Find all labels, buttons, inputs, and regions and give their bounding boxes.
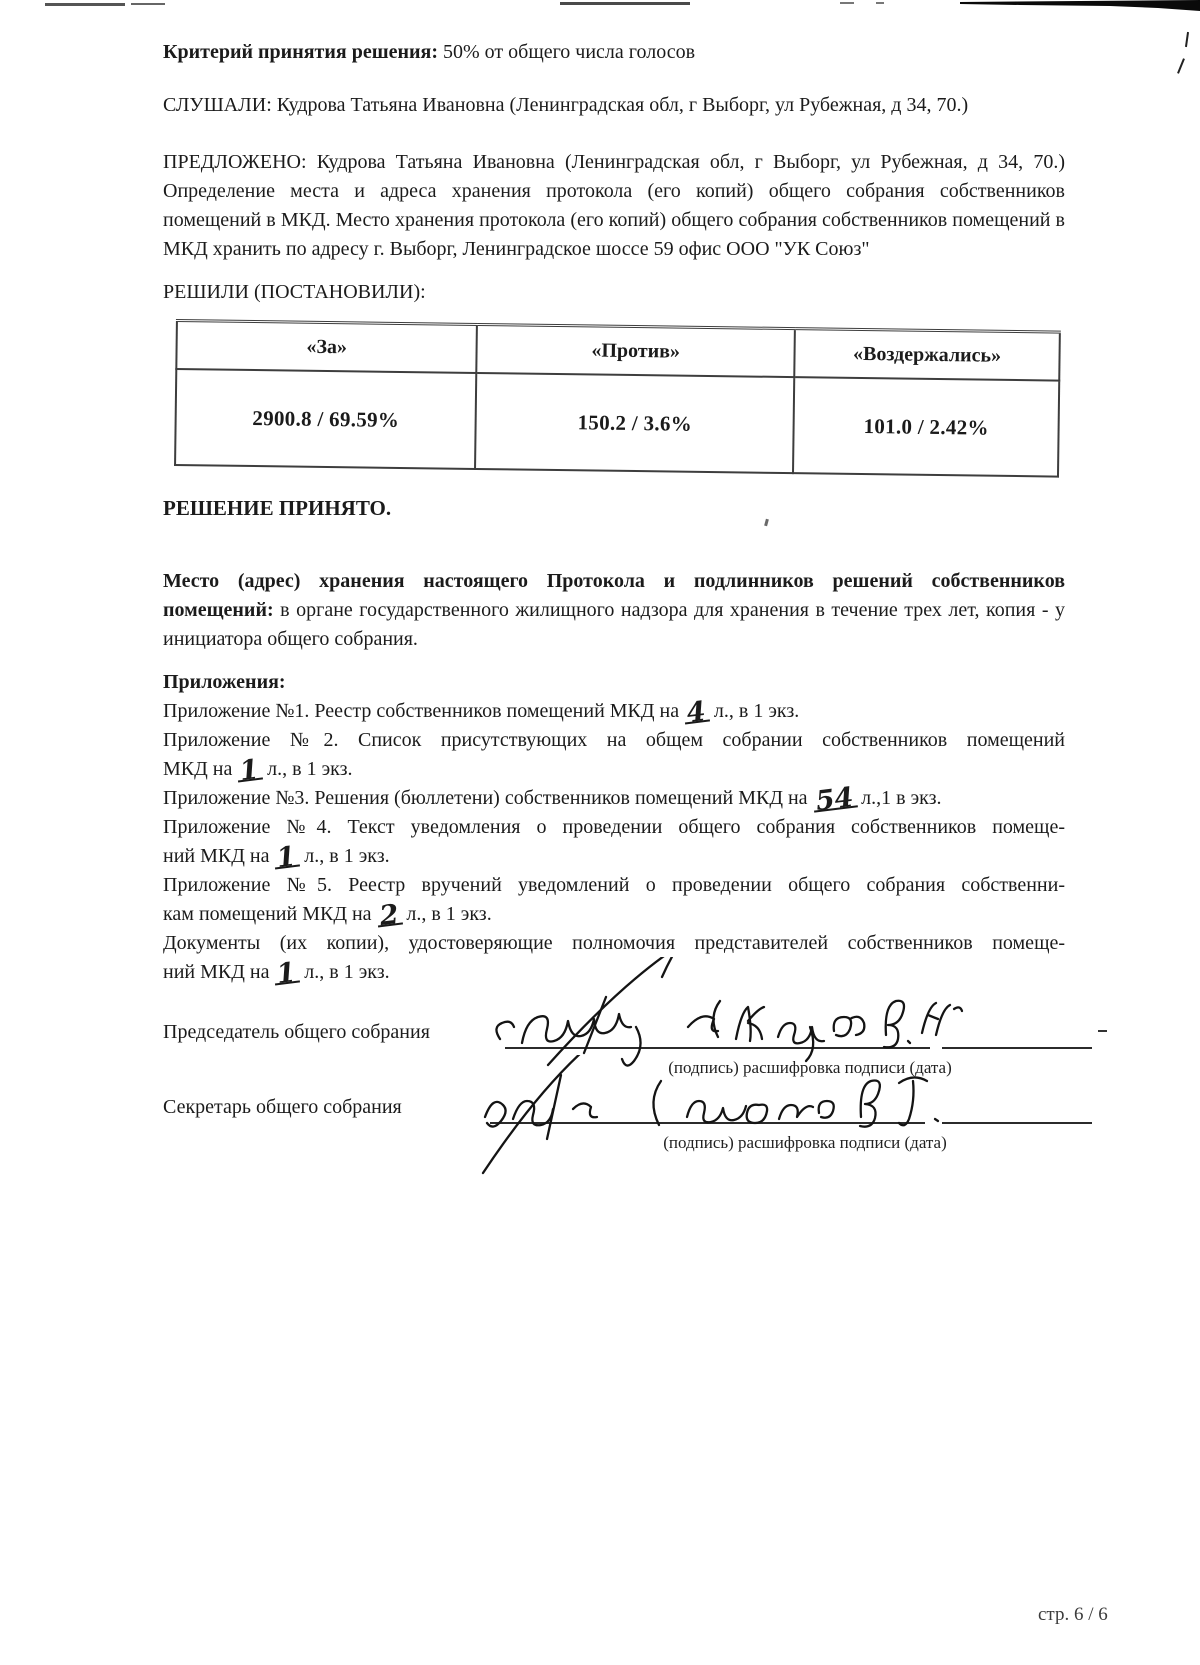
attachment-item-2 — [163, 726, 1065, 788]
criterion-label: Критерий принятия решения: — [163, 41, 438, 63]
attachment-text: кам помещений МКД на — [163, 903, 372, 925]
chairman-signature-line — [505, 1047, 930, 1049]
attachment-text: Документы (их копии), удостоверяющие полномочия представителей собственников помеще- — [163, 932, 1065, 954]
handwritten-page-count: 1 — [273, 849, 300, 870]
attachment-text: л., в 1 экз. — [713, 700, 800, 722]
vote-value-against: 150.2 / 3.6% — [475, 373, 794, 473]
handwritten-page-count: 1 — [273, 965, 300, 986]
vote-header-for: «За» — [176, 321, 477, 373]
page-number: стр. 6 / 6 — [1038, 1604, 1108, 1625]
attachment-text: МКД на — [163, 758, 233, 780]
handwritten-page-count: 4 — [683, 704, 710, 725]
vote-header-against: «Против» — [477, 324, 795, 377]
scan-shadow-wedge — [960, 0, 1200, 14]
attachment-text: ний МКД на — [163, 961, 270, 983]
secretary-role-label: Секретарь общего собрания — [163, 1096, 402, 1118]
attachment-text: ний МКД на — [163, 845, 270, 867]
vote-results-table-wrap — [174, 319, 1061, 478]
secretary-signature-caption: (подпись) расшифровка подписи (дата) — [663, 1133, 947, 1152]
signature-block — [0, 1005, 1200, 1235]
scan-artifact-dash — [560, 2, 690, 5]
scan-artifact-speck — [840, 2, 854, 4]
scan-artifact-dash — [131, 3, 165, 5]
secretary-signature-line — [490, 1122, 925, 1124]
vote-value-abstained: 101.0 / 2.42% — [793, 377, 1059, 476]
decision-criterion-line — [163, 38, 1065, 67]
chairman-signature-caption: (подпись) расшифровка подписи (дата) — [668, 1058, 952, 1077]
attachment-text: л., в 1 экз. — [406, 903, 492, 925]
attachments-heading: Приложения: — [163, 671, 286, 693]
scan-artifact-dash — [45, 3, 125, 6]
vote-value-for: 2900.8 / 69.59% — [175, 369, 476, 469]
attachment-text: Приложение №3. Решения (бюллетени) собственников помещений МКД на — [163, 787, 808, 809]
attachment-item-1 — [163, 695, 1065, 730]
chairman-role-label: Председатель общего собрания — [163, 1021, 430, 1043]
vote-table-values-row — [175, 369, 1059, 477]
scan-artifact-speck — [876, 2, 884, 4]
attachment-item-5 — [163, 871, 1065, 933]
chairman-date-line — [942, 1047, 1092, 1049]
heard-paragraph: СЛУШАЛИ: Кудрова Татьяна Ивановна (Ленинградская обл, г Выборг, ул Рубежная, д 34, 70.) — [163, 94, 969, 116]
proposed-paragraph: ПРЕДЛОЖЕНО: Кудрова Татьяна Ивановна (Ленинградская обл, г Выборг, ул Рубежная, д 34, 70.) Определение места и адреса хранения протокола (его копий) общего собрания собственников помещений в МКД. Место хранения протокола (его копий) общего собрания собственников помещений в МКД хранить по адресу г. Выборг, Ленинградское шоссе 59 офис ООО "УК Союз" — [163, 151, 1065, 260]
attachment-item-3 — [163, 781, 1065, 818]
storage-paragraph — [163, 567, 1065, 654]
vote-results-table — [174, 319, 1061, 478]
decision-result: РЕШЕНИЕ ПРИНЯТО. — [163, 496, 392, 520]
attachment-text: Приложение №1. Реестр собственников помещений МКД на — [163, 700, 680, 722]
resolved-heading: РЕШИЛИ (ПОСТАНОВИЛИ): — [163, 281, 426, 303]
vote-header-abstained: «Воздержались» — [794, 329, 1060, 381]
storage-label: Место (адрес) хранения настоящего Протокола и подлинников решений собственников помещений: — [163, 570, 1065, 621]
handwritten-page-count: 54 — [812, 789, 857, 812]
attachment-text: л.,1 в экз. — [861, 787, 942, 809]
attachment-text: Приложение №4. Текст уведомления о проведении общего собрания собственников помеще- — [163, 816, 1065, 838]
handwritten-page-count: 2 — [376, 907, 403, 928]
attachment-item-6 — [163, 929, 1065, 991]
storage-value: в органе государственного жилищного надзора для хранения в течение трех лет, копия - у инициатора общего собрания. — [163, 599, 1065, 650]
scan-artifact-tick — [1185, 32, 1189, 47]
criterion-value: 50% от общего числа голосов — [443, 41, 696, 63]
attachment-text: л., в 1 экз. — [304, 961, 390, 983]
attachment-text: Приложение №2. Список присутствующих на общем собрании собственников помещений — [163, 729, 1065, 751]
attachment-text: Приложение №5. Реестр вручений уведомлений о проведении общего собрания собственни- — [163, 874, 1065, 896]
secretary-date-line — [942, 1122, 1092, 1124]
scan-artifact-tick — [1177, 58, 1185, 74]
document-body — [163, 38, 1065, 991]
attachment-text: л., в 1 экз. — [267, 758, 353, 780]
attachment-item-4 — [163, 813, 1065, 875]
attachment-text: л., в 1 экз. — [304, 845, 390, 867]
handwritten-page-count: 1 — [236, 762, 263, 783]
